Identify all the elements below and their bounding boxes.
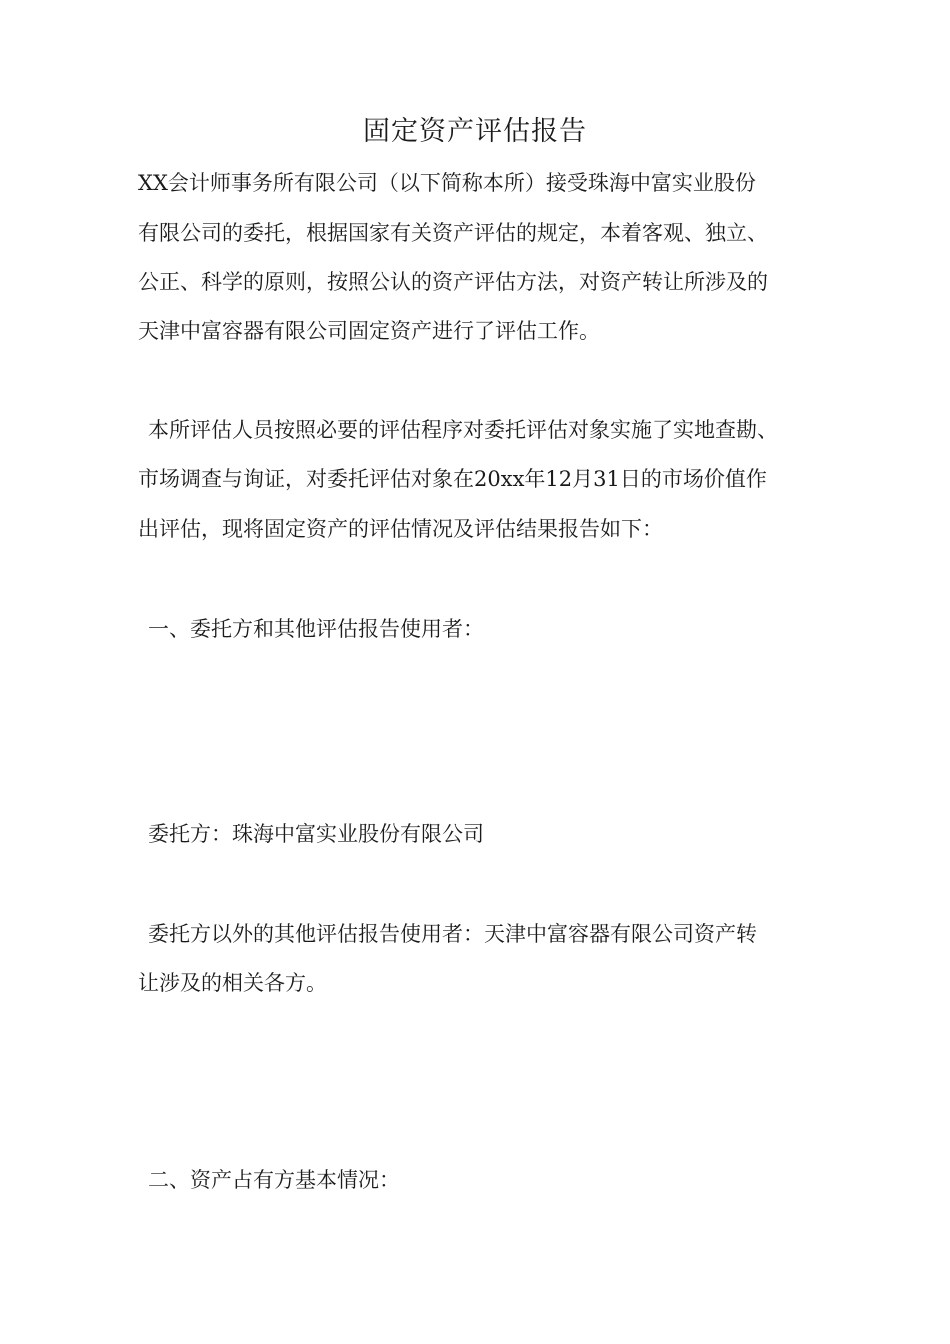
paragraph-1-line-4: 天津中富容器有限公司固定资产进行了评估工作。 — [138, 319, 600, 343]
section-1-heading: 一、委托方和其他评估报告使用者： — [148, 617, 484, 641]
paragraph-1-line-1: XX会计师事务所有限公司（以下简称本所）接受珠海中富实业股份 — [138, 171, 756, 195]
client-line: 委托方：珠海中富实业股份有限公司 — [148, 822, 484, 846]
paragraph-1-line-2: 有限公司的委托，根据国家有关资产评估的规定，本着客观、独立、 — [138, 221, 768, 245]
paragraph-2-line-3: 出评估，现将固定资产的评估情况及评估结果报告如下： — [138, 517, 663, 541]
paragraph-2-line-1: 本所评估人员按照必要的评估程序对委托评估对象实施了实地查勘、 — [148, 418, 778, 442]
section-2-heading: 二、资产占有方基本情况： — [148, 1168, 400, 1192]
paragraph-2-line-2: 市场调查与询证，对委托评估对象在20xx年12月31日的市场价值作 — [138, 467, 767, 491]
other-users-line-2: 让涉及的相关各方。 — [138, 971, 327, 995]
paragraph-1-line-3: 公正、科学的原则，按照公认的资产评估方法，对资产转让所涉及的 — [138, 270, 768, 294]
other-users-line-1: 委托方以外的其他评估报告使用者：天津中富容器有限公司资产转 — [148, 922, 757, 946]
document-title: 固定资产评估报告 — [363, 116, 587, 147]
